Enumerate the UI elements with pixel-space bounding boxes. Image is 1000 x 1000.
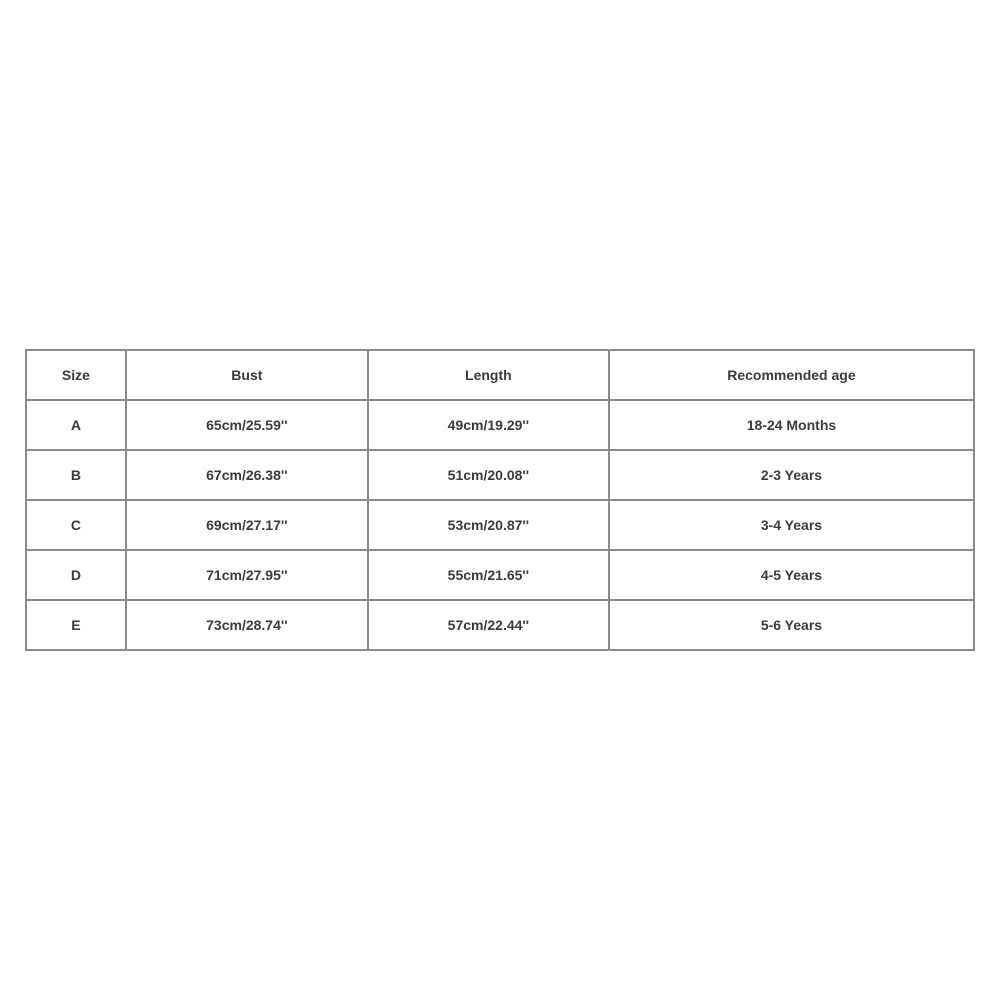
cell-size: C <box>27 501 127 551</box>
header-size: Size <box>27 351 127 401</box>
cell-length: 57cm/22.44'' <box>369 601 610 651</box>
cell-size: B <box>27 451 127 501</box>
cell-bust: 67cm/26.38'' <box>127 451 369 501</box>
cell-size: A <box>27 401 127 451</box>
cell-age: 5-6 Years <box>610 601 975 651</box>
cell-bust: 71cm/27.95'' <box>127 551 369 601</box>
cell-age: 3-4 Years <box>610 501 975 551</box>
cell-bust: 65cm/25.59'' <box>127 401 369 451</box>
cell-length: 51cm/20.08'' <box>369 451 610 501</box>
header-bust: Bust <box>127 351 369 401</box>
table-row <box>27 451 975 501</box>
cell-bust: 73cm/28.74'' <box>127 601 369 651</box>
table-row <box>27 401 975 451</box>
cell-age: 18-24 Months <box>610 401 975 451</box>
table-row <box>27 601 975 651</box>
cell-age: 4-5 Years <box>610 551 975 601</box>
cell-length: 49cm/19.29'' <box>369 401 610 451</box>
table-row <box>27 551 975 601</box>
cell-size: E <box>27 601 127 651</box>
cell-age: 2-3 Years <box>610 451 975 501</box>
cell-length: 53cm/20.87'' <box>369 501 610 551</box>
cell-bust: 69cm/27.17'' <box>127 501 369 551</box>
header-length: Length <box>369 351 610 401</box>
table-row <box>27 501 975 551</box>
cell-size: D <box>27 551 127 601</box>
table-header-row <box>27 351 975 401</box>
cell-length: 55cm/21.65'' <box>369 551 610 601</box>
header-recommended-age: Recommended age <box>610 351 975 401</box>
size-chart-table <box>25 349 975 651</box>
